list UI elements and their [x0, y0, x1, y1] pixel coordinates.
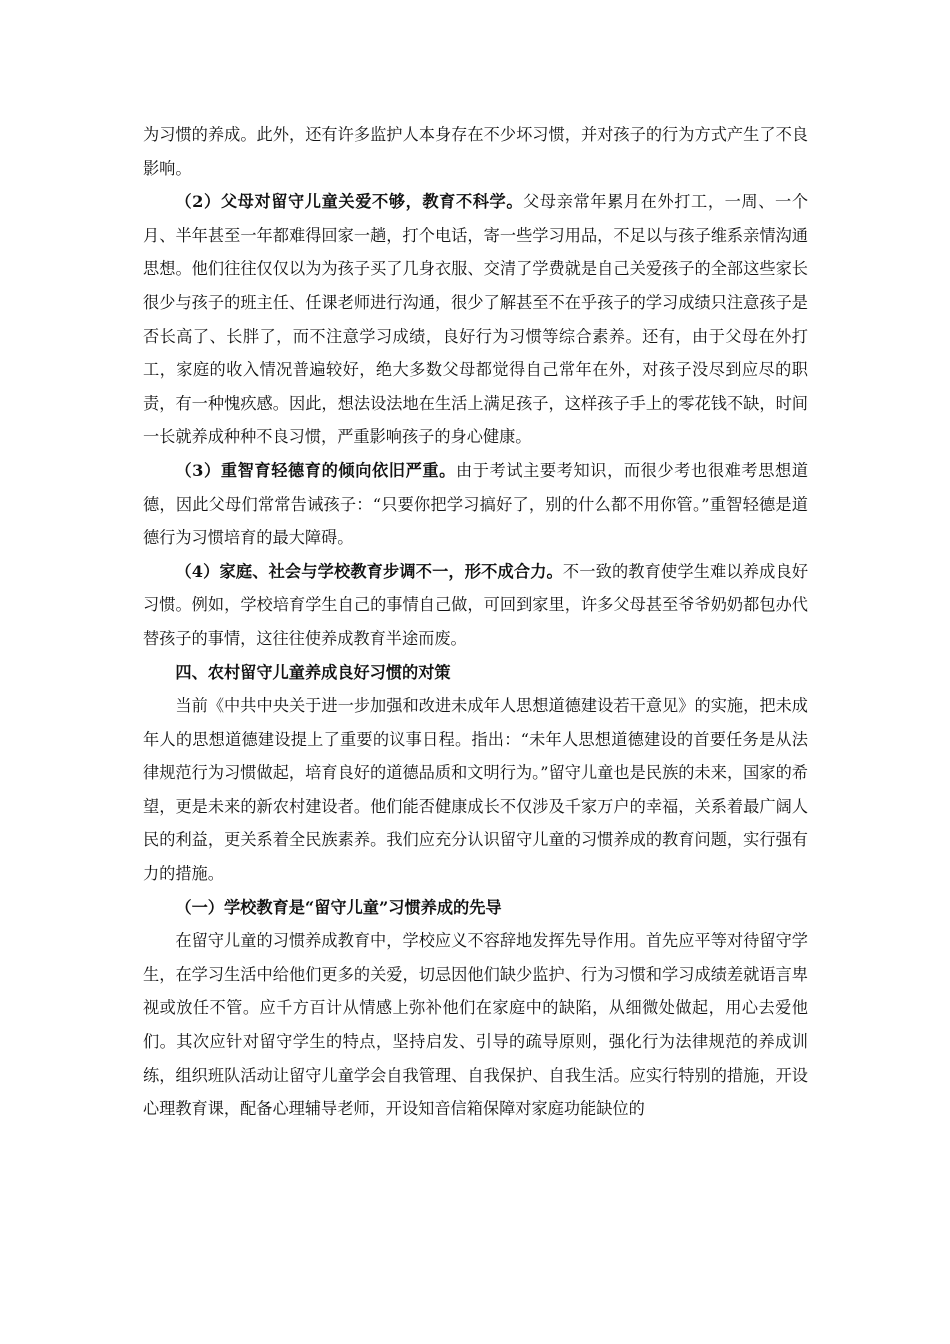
section-heading-four: 四、农村留守儿童养成良好习惯的对策: [175, 662, 451, 682]
paragraph-lead: （3）重智育轻德育的倾向依旧严重。: [175, 460, 456, 480]
paragraph-text: 不一致的教育使学生难以养成良好习惯。例如，学校培育学生自己的事情自己做，可回到家里，许多父母甚至爷爷奶奶都包办代替孩子的事情，这往往使养成教育半途而废。: [143, 561, 809, 648]
paragraph-subsection-one: 在留守儿童的习惯养成教育中，学校应义不容辞地发挥先导作用。首先应平等对待留守学生，在学习生活中给他们更多的关爱，切忌因他们缺少监护、行为习惯和学习成绩差就语言卑视或放任不管。应千方百计从情感上弥补他们在家庭中的缺陷，从细微处做起，用心去爱他们。其次应针对留守学生的特点，坚持启发、引导的疏导原则，强化行为法律规范的养成训练，组织班队活动让留守儿童学会自我管理、自我保护、自我生活。应实行特别的措施，开设心理教育课，配备心理辅导老师，开设知音信箱保障对家庭功能缺位的: [143, 931, 808, 1119]
paragraph-continued: [143, 118, 808, 185]
subsection-heading-one: （一）学校教育是“留守儿童”习惯养成的先导: [175, 897, 502, 917]
paragraph-text: 由于考试主要考知识，而很少考也很难考思想道德，因此父母们常常告诫孩子：“只要你把学习搞好了，别的什么都不用你管。”重智轻德是道德行为习惯培育的最大障碍。: [143, 460, 809, 548]
paragraph-point-4: [143, 555, 808, 656]
paragraph-section-four: 当前《中共中央关于进一步加强和改进未成年人思想道德建设若干意见》的实施，把未成年人的思想道德建设提上了重要的议事日程。指出：“未年人思想道德建设的首要任务是从法律规范行为习惯做起，培育良好的道德品质和文明行为。”留守儿童也是民族的未来，国家的希望，更是未来的新农村建设者。他们能否健康成长不仅涉及千家万户的幸福，关系着最广阔人民的利益，更关系着全民族素养。我们应充分认识留守儿童的习惯养成的教育问题，实行强有力的措施。: [143, 696, 808, 884]
paragraph-text: 为习惯的养成。此外，还有许多监护人本身存在不少坏习惯，并对孩子的行为方式产生了不良影响。: [143, 125, 808, 178]
paragraph-lead: （4）家庭、社会与学校教育步调不一，形不成合力。: [175, 561, 563, 581]
paragraph-point-3: [143, 454, 808, 555]
paragraph-point-2: [143, 185, 808, 454]
paragraph-text: 父母亲常年累月在外打工，一周、一个月、半年甚至一年都难得回家一趟，打个电话，寄一些学习用品，不足以与孩子维系亲情沟通思想。他们往往仅仅以为为孩子买了几身衣服、交清了学费就是自己关爱孩子的全部这些家长很少与孩子的班主任、任课老师进行沟通，很少了解甚至不在乎孩子的学习成绩只注意孩子是否长高了、长胖了，而不注意学习成绩，良好行为习惯等综合素养。还有，由于父母在外打工，家庭的收入情况普遍较好，绝大多数父母都觉得自己常年在外，对孩子没尽到应尽的职责，有一种愧疚感。因此，想法设法地在生活上满足孩子，这样孩子手上的零花钱不缺，时间一长就养成种种不良习惯，严重影响孩子的身心健康。: [143, 192, 809, 447]
paragraph-lead: （2）父母对留守儿童关爱不够，教育不科学。: [175, 192, 524, 212]
document-body: [143, 118, 808, 1126]
